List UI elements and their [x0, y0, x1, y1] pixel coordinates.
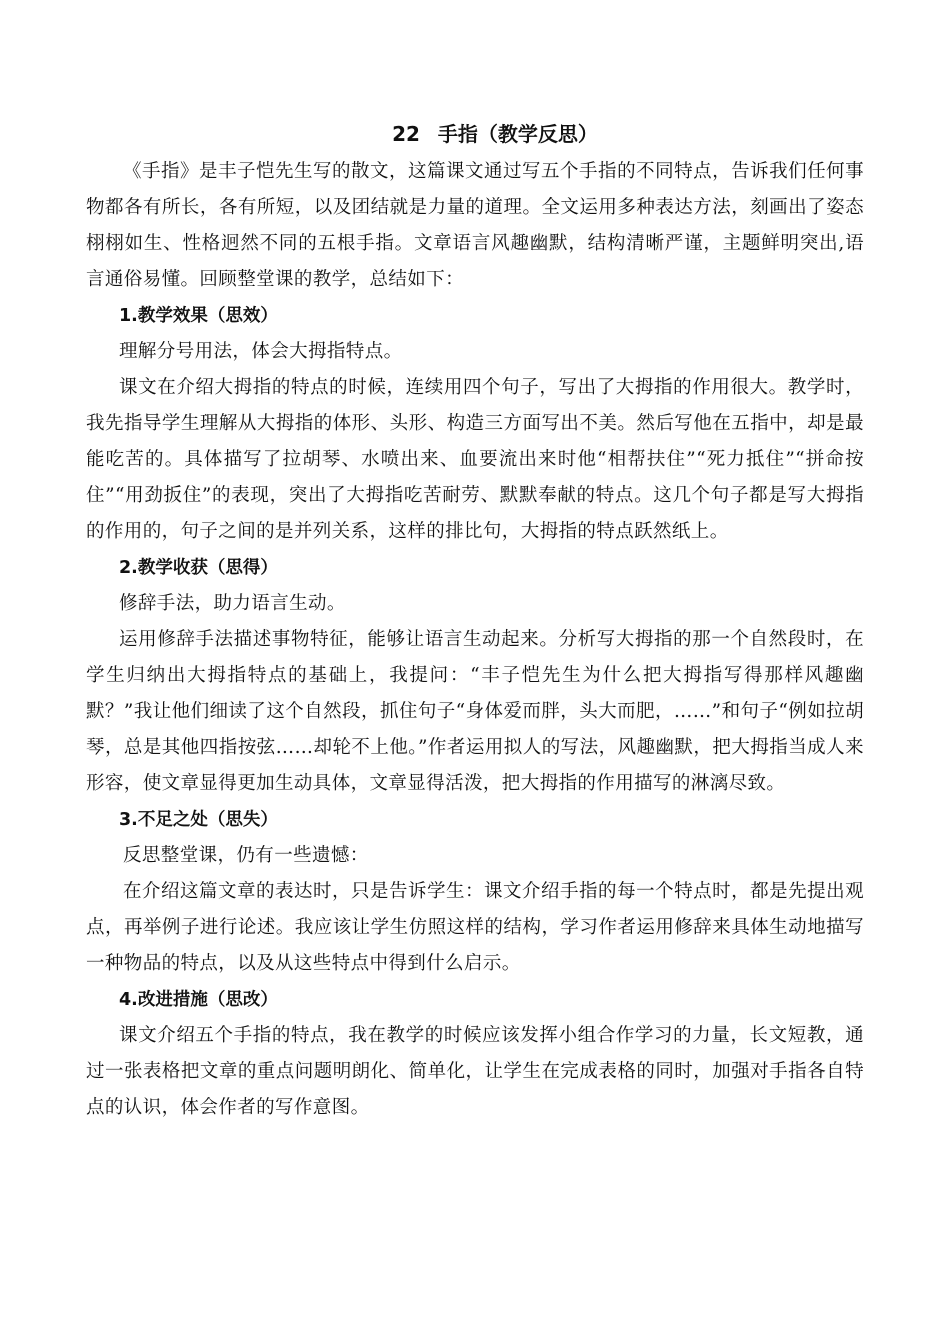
section-body-2: 运用修辞手法描述事物特征，能够让语言生动起来。分析写大拇指的那一个自然段时，在学生归纳出大拇指特点的基础上，我提问：“丰子恺先生为什么把大拇指写得那样风趣幽默？”我让他们细读了这个自然段，抓住句子“身体爱而胖，头大而肥，……”和句子“例如拉胡琴，总是其他四指按弦……却轮不上他。”作者运用拟人的写法，风趣幽默，把大拇指当成人来形容，使文章显得更加生动具体，文章显得活泼，把大拇指的作用描写的淋漓尽致。: [86, 629, 864, 794]
section-heading-2: 2.教学收获（思得）: [119, 558, 278, 578]
section-heading-4: 4.改进措施（思改）: [119, 990, 278, 1010]
section-body-4: 课文介绍五个手指的特点，我在教学的时候应该发挥小组合作学习的力量，长文短教，通过一张表格把文章的重点问题明朗化、简单化，让学生在完成表格的同时，加强对手指各自特点的认识，体会作者的写作意图。: [86, 1025, 864, 1118]
section-subtitle-3: 反思整堂课，仍有一些遗憾：: [123, 845, 369, 866]
section-subtitle-2: 修辞手法，助力语言生动。: [119, 593, 346, 614]
section-heading-3: 3.不足之处（思失）: [119, 810, 278, 830]
section-subtitle-1: 理解分号用法，体会大拇指特点。: [119, 341, 403, 362]
section-heading-1: 1.教学效果（思效）: [119, 306, 278, 326]
section-body-1: 课文在介绍大拇指的特点的时候，连续用四个句子，写出了大拇指的作用很大。教学时，我先指导学生理解从大拇指的体形、头形、构造三方面写出不美。然后写他在五指中，却是最能吃苦的。具体描写了拉胡琴、水喷出来、血要流出来时他“相帮扶住”“死力抵住”“拼命按住”“用劲扳住”的表现，突出了大拇指吃苦耐劳、默默奉献的特点。这几个句子都是写大拇指的作用的，句子之间的是并列关系，这样的排比句，大拇指的特点跃然纸上。: [86, 377, 864, 542]
page-title: [86, 120, 864, 148]
document-page: [86, 120, 864, 1126]
title-text: 手指（教学反思）: [437, 122, 598, 146]
intro-paragraph: 《手指》是丰子恺先生写的散文，这篇课文通过写五个手指的不同特点，告诉我们任何事物都各有所长，各有所短，以及团结就是力量的道理。全文运用多种表达方法，刻画出了姿态栩栩如生、性格迥然不同的五根手指。文章语言风趣幽默，结构清晰严谨，主题鲜明突出,语言通俗易懂。回顾整堂课的教学，总结如下：: [86, 161, 864, 290]
section-body-3: 在介绍这篇文章的表达时，只是告诉学生：课文介绍手指的每一个特点时，都是先提出观点，再举例子进行论述。我应该让学生仿照这样的结构，学习作者运用修辞来具体生动地描写一种物品的特点，以及从这些特点中得到什么启示。: [86, 881, 864, 974]
title-number: 22: [392, 122, 420, 146]
